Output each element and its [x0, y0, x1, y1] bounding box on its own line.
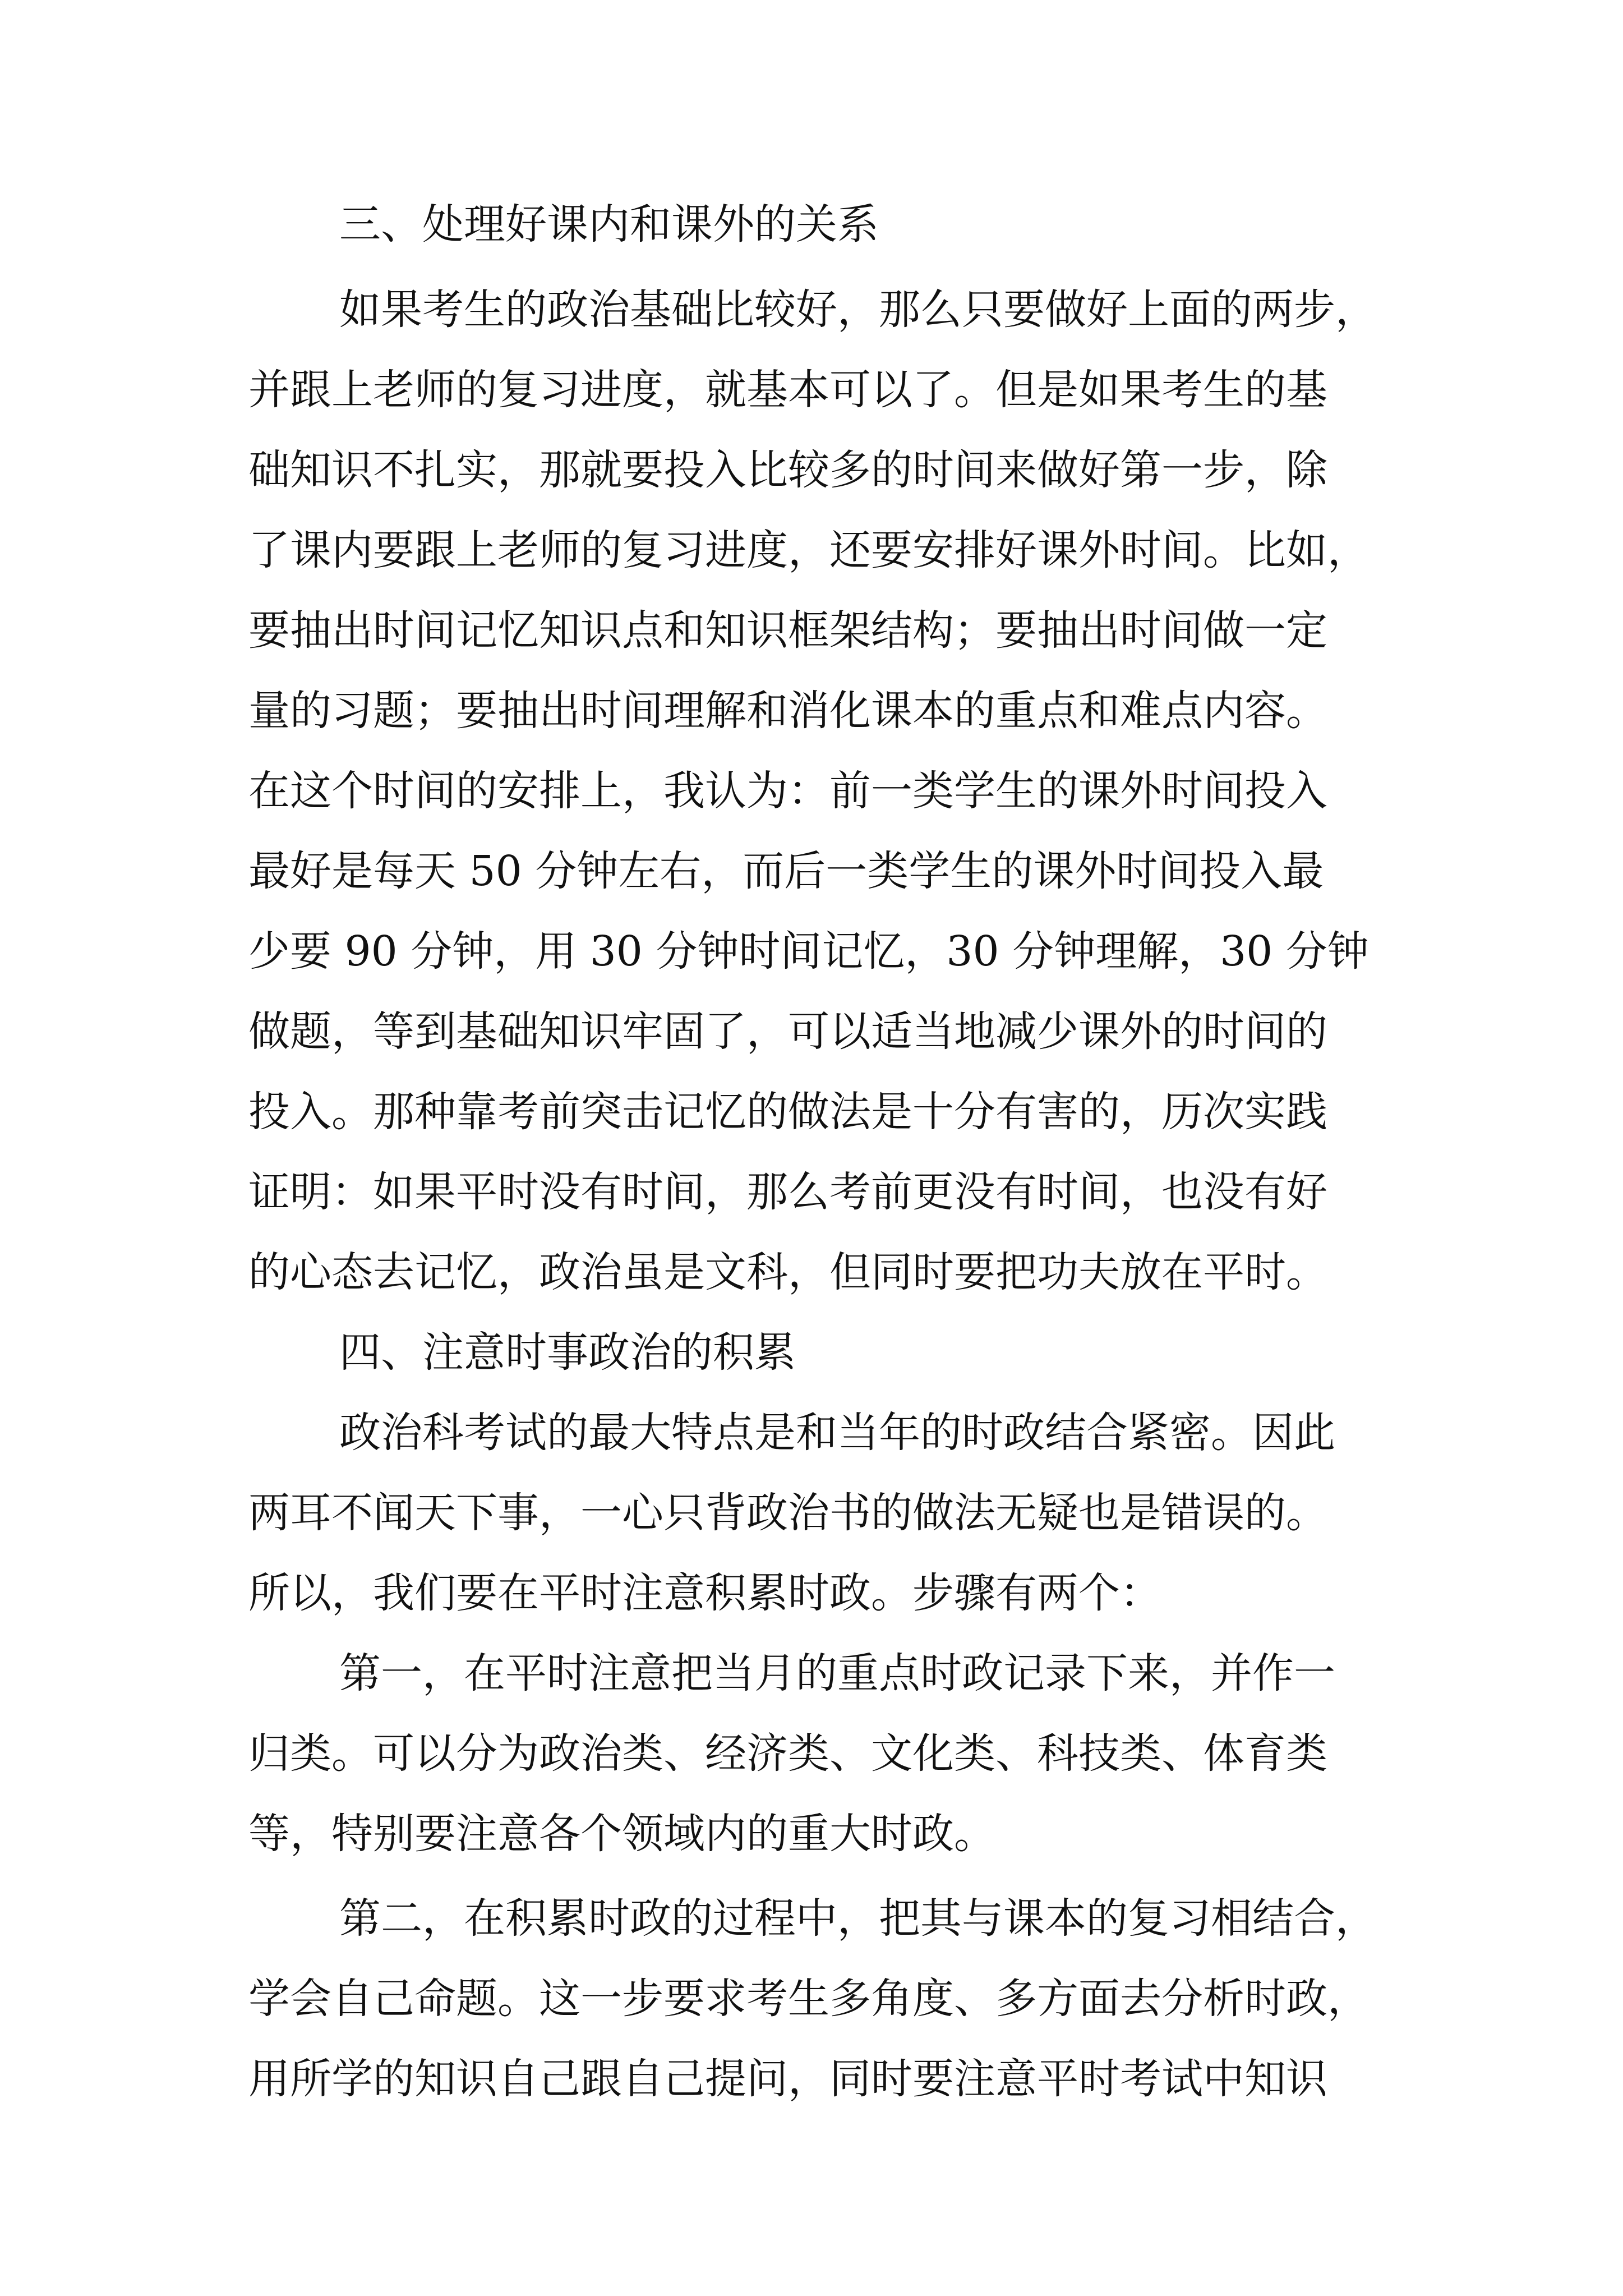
text-line: 两耳不闻天下事，一心只背政治书的做法无疑也是错误的。 — [248, 1489, 1327, 1537]
text-line: 第一，在平时注意把当月的重点时政记录下来，并作一 — [339, 1649, 1335, 1697]
text-line: 第二，在积累时政的过程中，把其与课本的复习相结合， — [339, 1894, 1377, 1943]
section-heading-4: 四、注意时事政治的积累 — [339, 1328, 796, 1377]
text-line: 做题，等到基础知识牢固了，可以适当地减少课外的时间的 — [248, 1007, 1327, 1056]
text-line: 如果考生的政治基础比较好，那么只要做好上面的两步， — [339, 286, 1377, 334]
text-line: 证明：如果平时没有时间，那么考前更没有时间，也没有好 — [248, 1168, 1327, 1216]
text-line: 归类。可以分为政治类、经济类、文化类、科技类、体育类 — [248, 1729, 1327, 1778]
text-line: 等，特别要注意各个领域内的重大时政。 — [248, 1810, 995, 1858]
text-line: 量的习题；要抽出时间理解和消化课本的重点和难点内容。 — [248, 687, 1327, 735]
text-line: 的心态去记忆，政治虽是文科，但同时要把功夫放在平时。 — [248, 1248, 1327, 1296]
text-line: 要抽出时间记忆知识点和知识框架结构；要抽出时间做一定 — [248, 606, 1327, 655]
text-line: 用所学的知识自己跟自己提问，同时要注意平时考试中知识 — [248, 2055, 1327, 2103]
text-line: 少要 90 分钟，用 30 分钟时间记忆，30 分钟理解，30 分钟 — [248, 927, 1369, 976]
text-line: 了课内要跟上老师的复习进度，还要安排好课外时间。比如， — [248, 526, 1369, 574]
text-line: 础知识不扎实，那就要投入比较多的时间来做好第一步，除 — [248, 446, 1327, 494]
text-line: 最好是每天 50 分钟左右，而后一类学生的课外时间投入最 — [248, 847, 1324, 895]
text-line: 政治科考试的最大特点是和当年的时政结合紧密。因此 — [339, 1409, 1335, 1457]
text-line: 并跟上老师的复习进度，就基本可以了。但是如果考生的基 — [248, 366, 1327, 414]
text-line: 投入。那种靠考前突击记忆的做法是十分有害的，历次实践 — [248, 1088, 1327, 1136]
section-heading-3: 三、处理好课内和课外的关系 — [339, 200, 879, 249]
text-line: 在这个时间的安排上，我认为：前一类学生的课外时间投入 — [248, 767, 1327, 815]
text-line: 所以，我们要在平时注意积累时政。步骤有两个： — [248, 1569, 1161, 1617]
text-line: 学会自己命题。这一步要求考生多角度、多方面去分析时政， — [248, 1975, 1369, 2023]
